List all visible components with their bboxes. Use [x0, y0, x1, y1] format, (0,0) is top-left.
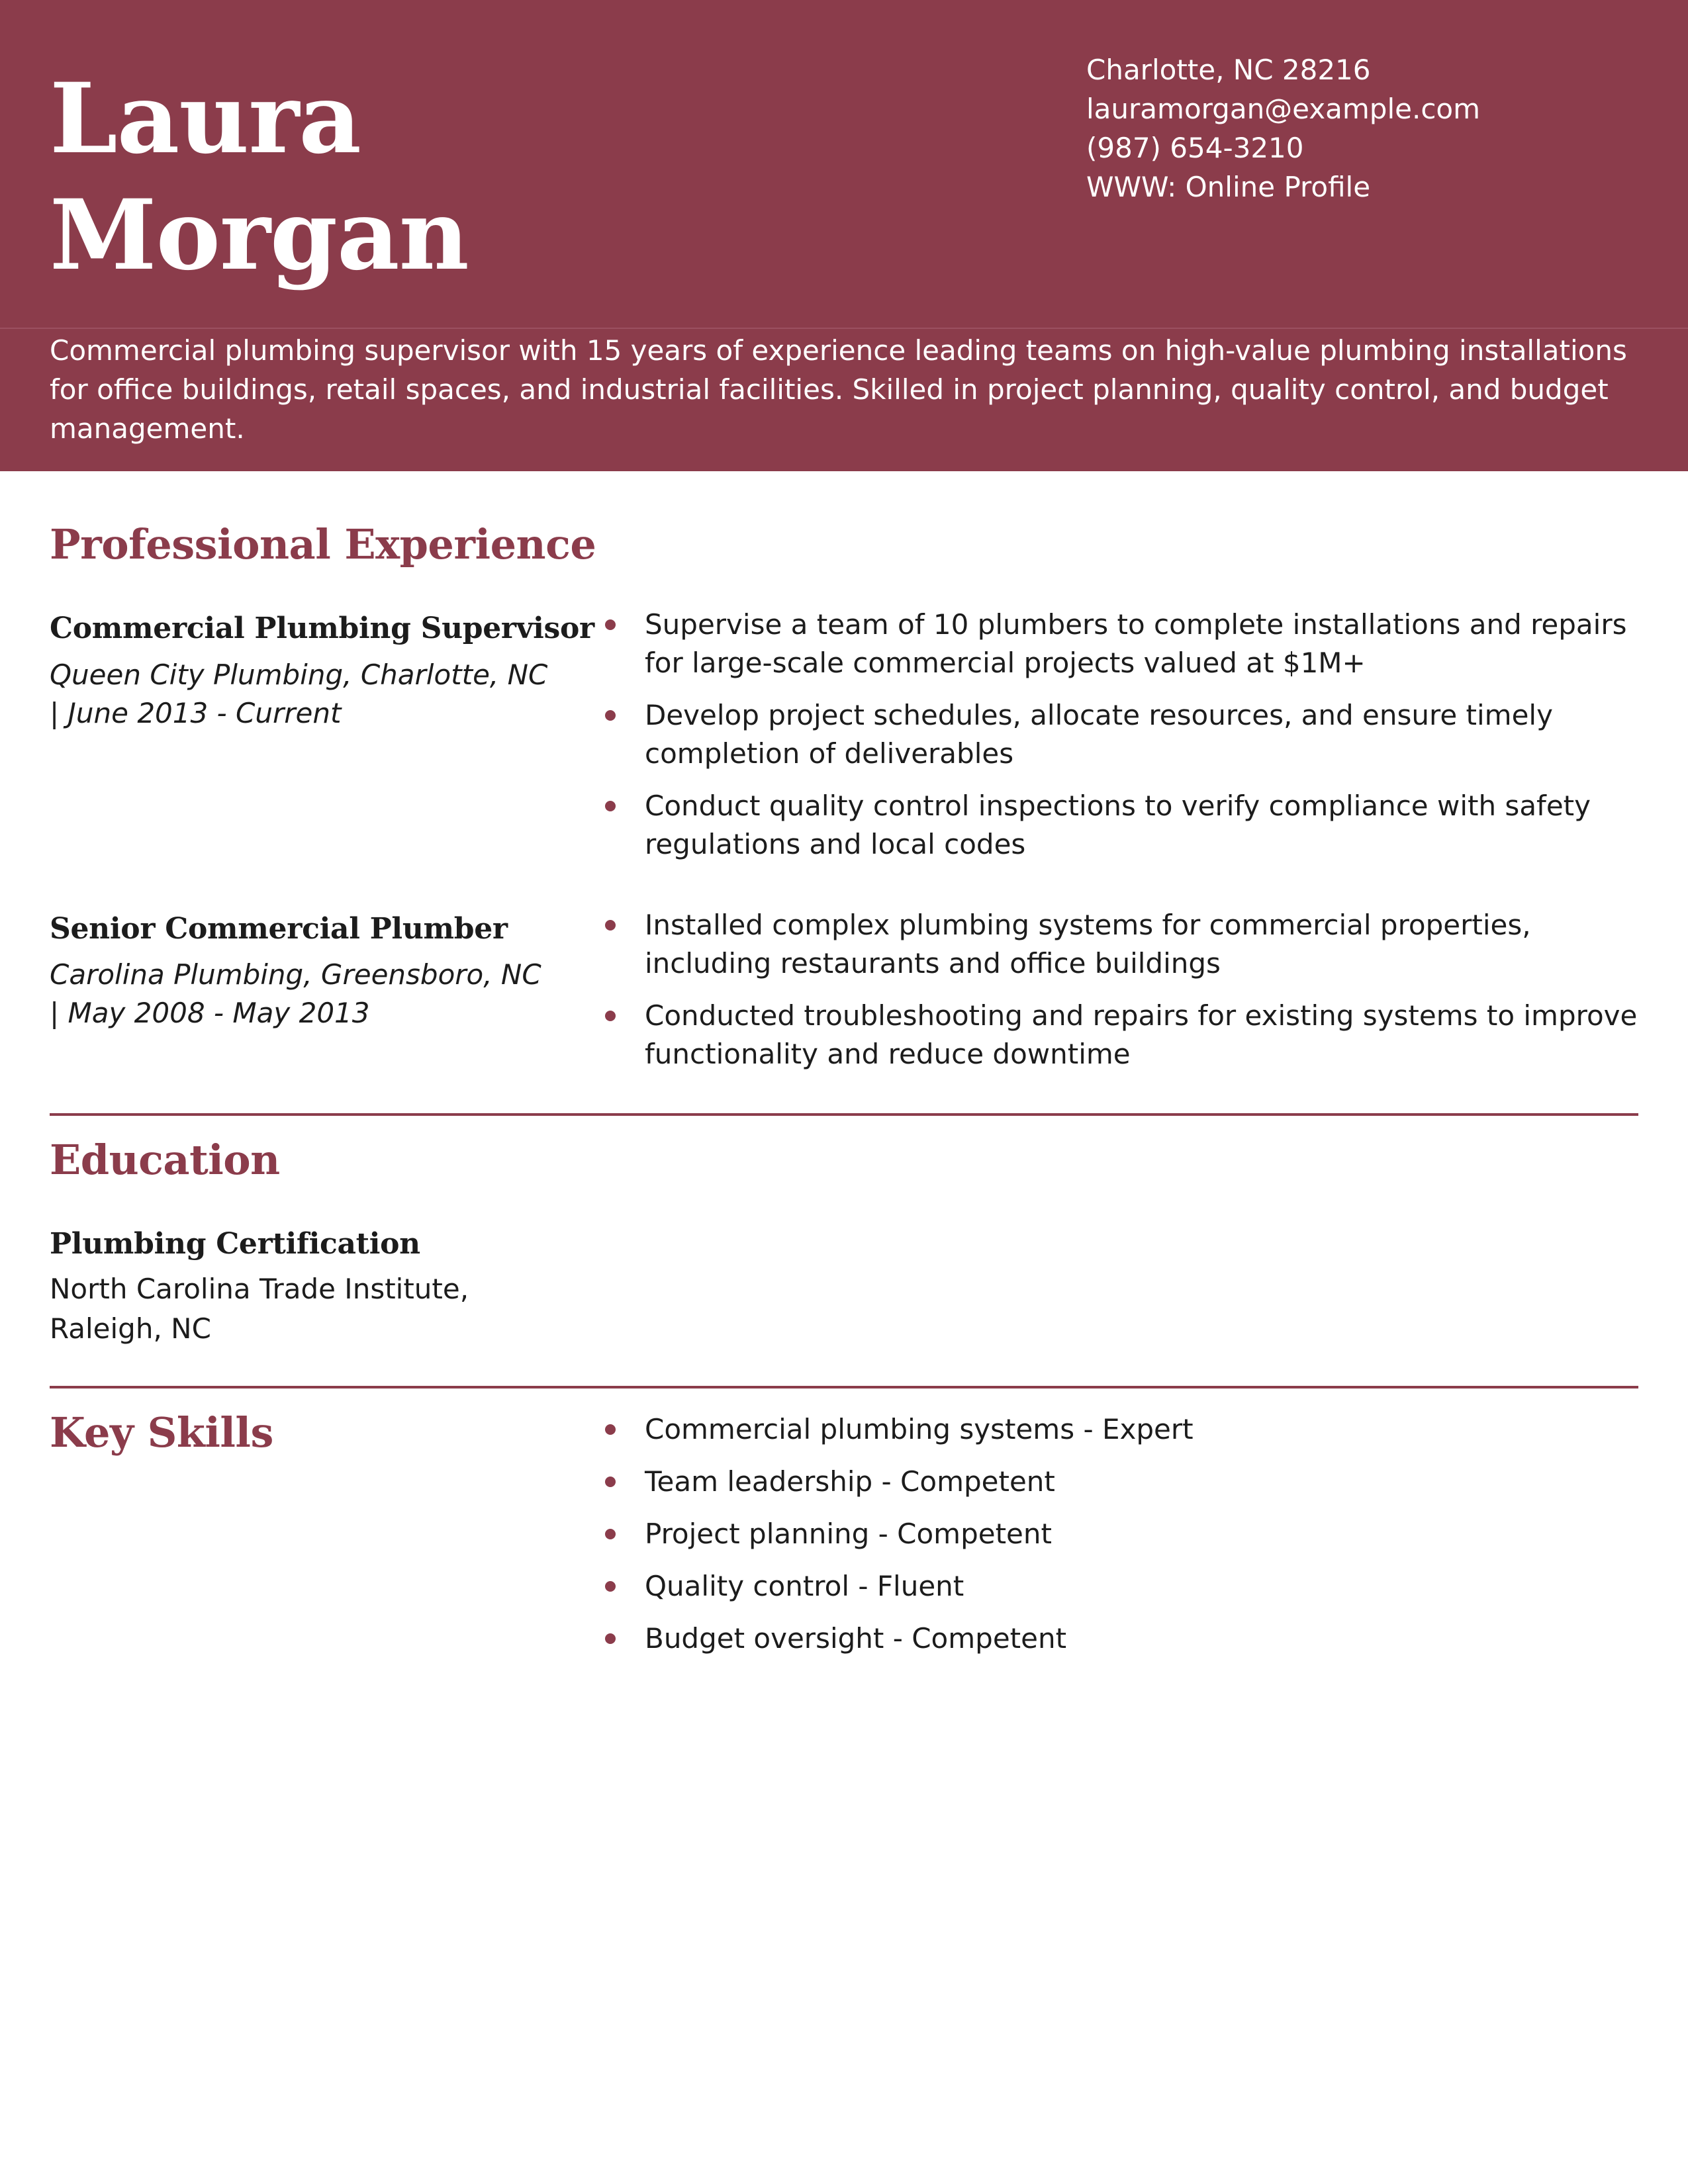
last-name: Morgan — [50, 179, 469, 292]
contact-phone: (987) 654-3210 — [1086, 132, 1304, 164]
first-name: Laura — [50, 62, 361, 175]
job-title: Commercial Plumbing Supervisor — [50, 612, 594, 645]
job-company: Queen City Plumbing — [50, 659, 344, 691]
list-item — [645, 1515, 1644, 1553]
list-item — [645, 1410, 1644, 1449]
candidate-name — [50, 61, 469, 294]
skill-text: Team leadership - Competent — [645, 1465, 1055, 1498]
bullet-icon — [605, 920, 616, 931]
bullet-icon — [605, 1529, 616, 1539]
education-school-location: Raleigh, NC — [50, 1312, 211, 1345]
skills-heading: Key Skills — [50, 1408, 273, 1457]
education-degree: Plumbing Certification — [50, 1227, 420, 1261]
bullet-text: Supervise a team of 10 plumbers to complete installations and repairs for large-scale commercial projects valued at $1M+ — [645, 608, 1627, 679]
job-dates: | May 2008 - May 2013 — [50, 997, 370, 1029]
list-item — [645, 1567, 1644, 1606]
skill-text: Commercial plumbing systems - Expert — [645, 1413, 1194, 1445]
bullet-icon — [605, 1581, 616, 1592]
job-bullets — [645, 606, 1644, 864]
job-meta — [50, 956, 579, 1032]
section-divider — [50, 1386, 1638, 1388]
bullet-icon — [605, 801, 616, 811]
experience-heading: Professional Experience — [50, 520, 596, 569]
job-location: , Charlotte, NC — [343, 659, 548, 691]
skill-text: Project planning - Competent — [645, 1518, 1052, 1550]
list-item — [645, 696, 1644, 773]
education-school — [50, 1269, 579, 1349]
job-title: Senior Commercial Plumber — [50, 912, 508, 946]
bullet-icon — [605, 710, 616, 721]
job-company: Carolina Plumbing — [50, 958, 304, 991]
list-item — [645, 997, 1644, 1073]
list-item — [645, 1463, 1644, 1501]
job-company-line — [50, 956, 579, 994]
skills-list — [645, 1410, 1644, 1658]
contact-email[interactable]: lauramorgan@example.com — [1086, 93, 1481, 125]
contact-website[interactable]: WWW: Online Profile — [1086, 171, 1371, 203]
list-item — [645, 787, 1644, 864]
contact-location: Charlotte, NC 28216 — [1086, 54, 1371, 86]
bullet-text: Conducted troubleshooting and repairs for existing systems to improve functionality and reduce downtime — [645, 999, 1638, 1070]
list-item — [645, 1619, 1644, 1658]
bullet-text: Develop project schedules, allocate resources, and ensure timely completion of deliverables — [645, 699, 1553, 770]
job-company-line — [50, 656, 579, 694]
professional-summary: Commercial plumbing supervisor with 15 years of experience leading teams on high-value plumbing installations for office buildings, retail spaces, and industrial facilities. Skilled in project planning, quality control, and budget management. — [50, 334, 1627, 445]
list-item — [645, 906, 1644, 983]
bullet-icon — [605, 1011, 616, 1021]
education-heading: Education — [50, 1136, 280, 1184]
job-meta — [50, 656, 579, 733]
job-location: , Greensboro, NC — [303, 958, 541, 991]
job-bullets — [645, 906, 1644, 1073]
section-divider — [50, 1113, 1638, 1116]
job-dates: | June 2013 - Current — [50, 697, 342, 729]
bullet-icon — [605, 619, 616, 630]
skill-text: Quality control - Fluent — [645, 1570, 964, 1602]
bullet-icon — [605, 1633, 616, 1644]
list-item — [645, 606, 1644, 682]
education-school-name: North Carolina Trade Institute, — [50, 1273, 469, 1305]
bullet-text: Installed complex plumbing systems for commercial properties, including restaurants and office buildings — [645, 909, 1531, 979]
bullet-text: Conduct quality control inspections to verify compliance with safety regulations and local codes — [645, 790, 1591, 860]
bullet-icon — [605, 1424, 616, 1435]
skill-text: Budget oversight - Competent — [645, 1622, 1067, 1655]
bullet-icon — [605, 1477, 616, 1487]
contact-block — [1086, 50, 1480, 206]
